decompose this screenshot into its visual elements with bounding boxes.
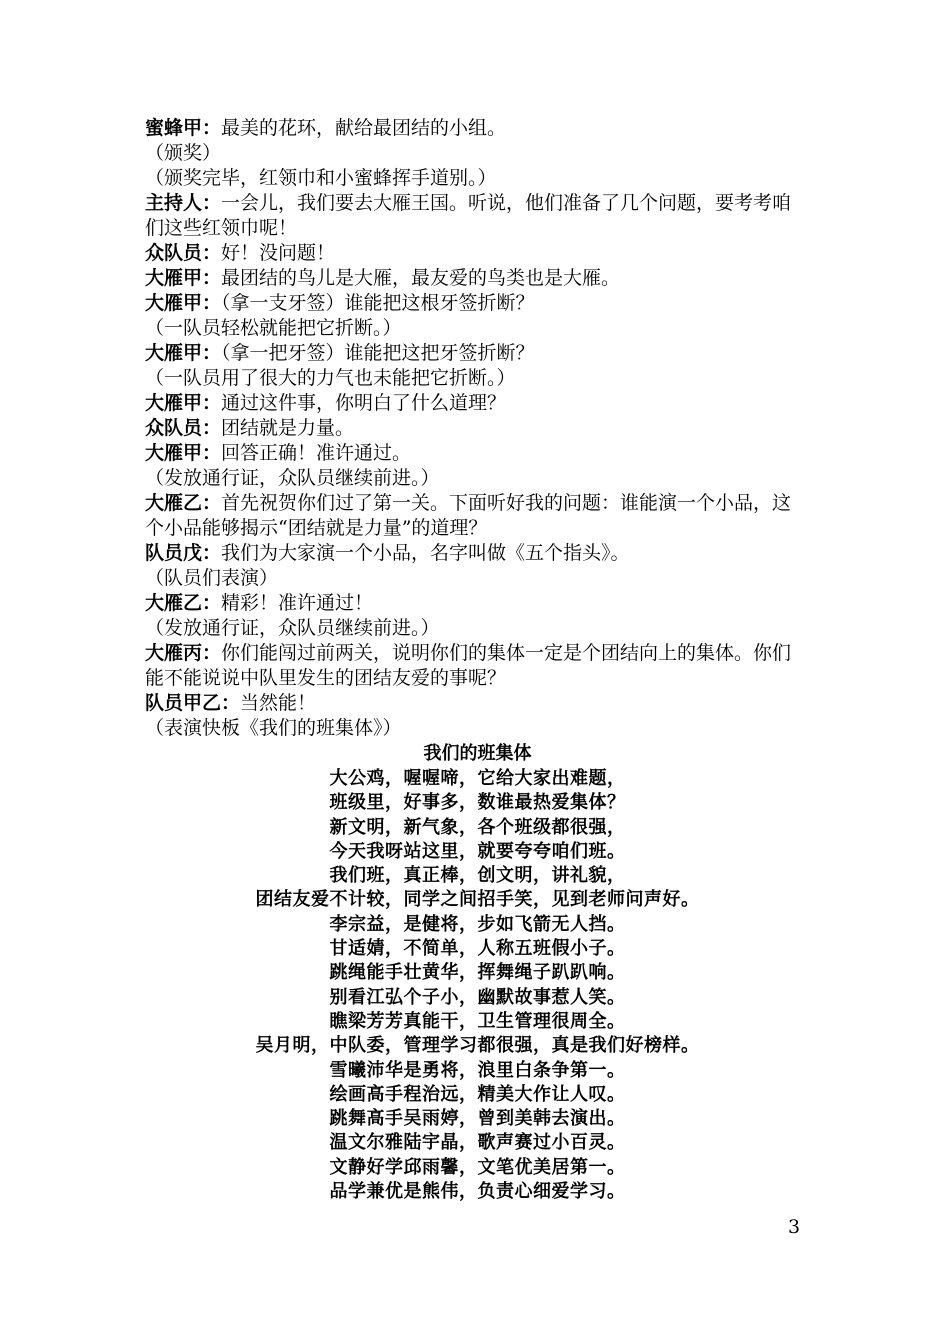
dialogue-text: 我们为大家演一个小品，名字叫做《五个指头》。	[221, 542, 630, 564]
dialogue-text: 通过这件事，你明白了什么道理？	[221, 392, 507, 414]
dialogue-line	[145, 341, 810, 366]
poem-line: 李宗益，是健将，步如飞箭无人挡。	[329, 913, 626, 935]
stage-text: （发放通行证，众队员继续前进。）	[145, 617, 440, 639]
dialogue-line	[145, 641, 810, 691]
speaker-label: 大雁丙：	[145, 642, 222, 664]
stage-direction	[145, 166, 810, 191]
dialogue-line	[145, 491, 810, 541]
poem-line: 别看江弘个子小，幽默故事惹人笑。	[329, 986, 626, 1008]
poem-line: 品学兼优是熊伟，负责心细爱学习。	[329, 1181, 626, 1203]
stage-text: （一队员用了很大的力气也未能把它折断。）	[145, 367, 516, 389]
stage-text: （表演快板《我们的班集体》）	[145, 717, 402, 739]
stage-text: （发放通行证，众队员继续前进。）	[145, 467, 440, 489]
speaker-label: 大雁乙：	[145, 592, 222, 614]
stage-direction	[145, 141, 810, 166]
stage-direction	[145, 366, 810, 391]
speaker-label: 大雁甲：	[145, 292, 222, 314]
speaker-label: 大雁甲：	[145, 342, 222, 364]
speaker-label: 大雁甲：	[145, 442, 222, 464]
poem-line: 跳舞高手吴雨婷，曾到美韩去演出。	[329, 1108, 626, 1130]
dialogue-line	[145, 191, 810, 241]
speaker-label: 蜜蜂甲：	[145, 117, 222, 139]
speaker-label: 众队员：	[145, 242, 222, 264]
speaker-label: 大雁甲：	[145, 392, 222, 414]
stage-direction	[145, 466, 810, 491]
dialogue-text: 当然能！	[240, 692, 317, 714]
poem-line: 团结友爱不计较，同学之间招手笑，见到老师问声好。	[255, 889, 700, 911]
stage-direction	[145, 566, 810, 591]
dialogue-line	[145, 441, 810, 466]
stage-direction	[145, 616, 810, 641]
stage-direction	[145, 716, 810, 741]
dialogue-line	[145, 266, 810, 291]
poem-line: 吴月明，中队委，管理学习都很强，真是我们好榜样。	[255, 1035, 700, 1057]
stage-text: （队员们表演）	[145, 567, 279, 589]
poem-line: 文静好学邱雨馨，文笔优美居第一。	[329, 1156, 626, 1178]
dialogue-script	[145, 116, 810, 741]
dialogue-line	[145, 241, 810, 266]
dialogue-line	[145, 116, 810, 141]
dialogue-text: （拿一支牙签）谁能把这根牙签折断？	[221, 292, 535, 314]
poem-line: 瞧梁芳芳真能干，卫生管理很周全。	[329, 1010, 626, 1032]
dialogue-text: 回答正确！准许通过。	[221, 442, 412, 464]
poem-line: 甘适婧，不简单，人称五班假小子。	[329, 938, 626, 960]
dialogue-text: 团结就是力量。	[221, 417, 355, 439]
poem-line: 绘画高手程治远，精美大作让人叹。	[329, 1083, 626, 1105]
dialogue-text: 你们能闯过前两关，说明你们的集体一定是个团结向上的集体。你们能不能说说中队里发生的团结友爱的事呢？	[145, 642, 792, 689]
stage-text: （颁奖完毕，红领巾和小蜜蜂挥手道别。）	[145, 167, 497, 189]
dialogue-line	[145, 291, 810, 316]
dialogue-text: 首先祝贺你们过了第一关。下面听好我的问题：谁能演一个小品，这个小品能够揭示“团结就是力量”的道理？	[145, 492, 792, 539]
dialogue-text: 好！没问题！	[221, 242, 336, 264]
stage-direction	[145, 316, 810, 341]
dialogue-text: 精彩！准许通过！	[221, 592, 374, 614]
dialogue-text: 最美的花环，献给最团结的小组。	[221, 117, 507, 139]
poem-line: 雪曦沛华是勇将，浪里白条争第一。	[329, 1059, 626, 1081]
dialogue-line	[145, 416, 810, 441]
stage-text: （颁奖）	[145, 142, 222, 164]
dialogue-text: 最团结的鸟儿是大雁，最友爱的鸟类也是大雁。	[221, 267, 621, 289]
dialogue-line	[145, 591, 810, 616]
speaker-label: 大雁乙：	[145, 492, 222, 514]
dialogue-text: 一会儿，我们要去大雁王国。听说，他们准备了几个问题，要考考咱们这些红领巾呢！	[145, 192, 792, 239]
speaker-label: 众队员：	[145, 417, 222, 439]
speaker-label: 主持人：	[145, 192, 222, 214]
poem-line: 温文尔雅陆宇晶，歌声赛过小百灵。	[329, 1132, 626, 1154]
poem-title: 我们的班集体	[423, 743, 532, 764]
dialogue-line	[145, 541, 810, 566]
dialogue-line	[145, 391, 810, 416]
speaker-label: 队员甲乙：	[145, 692, 241, 714]
poem-line: 大公鸡，喔喔啼，它给大家出难题，	[329, 768, 626, 789]
poem-line: 今天我呀站这里，就要夸夸咱们班。	[329, 840, 626, 862]
speaker-label: 队员戊：	[145, 542, 222, 564]
poem-line: 我们班，真正棒，创文明，讲礼貌，	[329, 865, 626, 887]
poem-line: 新文明，新气象，各个班级都很强，	[329, 816, 626, 838]
poem-line: 班级里，好事多，数谁最热爱集体？	[329, 792, 626, 814]
speaker-label: 大雁甲：	[145, 267, 222, 289]
dialogue-text: （拿一把牙签）谁能把这把牙签折断？	[221, 342, 535, 364]
page-number: 3	[788, 1216, 801, 1238]
poem-body	[145, 767, 810, 1204]
poem-line: 跳绳能手壮黄华，挥舞绳子趴趴响。	[329, 962, 626, 984]
dialogue-line	[145, 691, 810, 716]
stage-text: （一队员轻松就能把它折断。）	[145, 317, 402, 339]
